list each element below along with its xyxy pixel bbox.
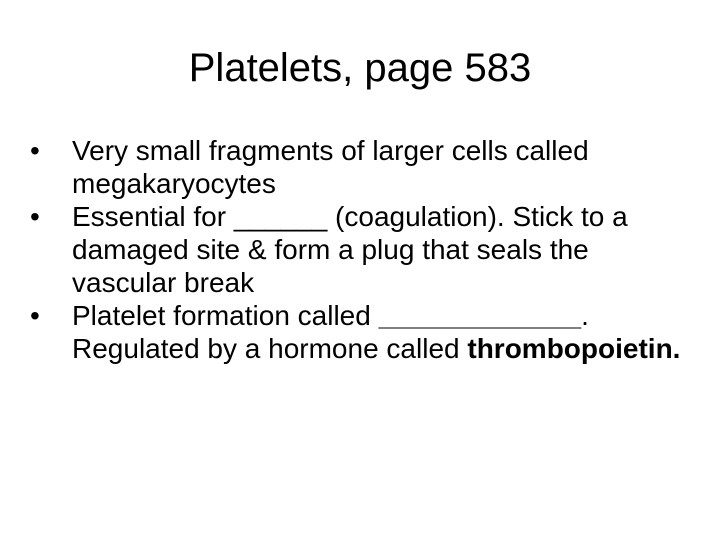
bullet-text-before-blank: Platelet formation called (72, 300, 379, 331)
bullet-item-platelet-formation (30, 299, 690, 365)
bullet-item-coagulation (30, 200, 690, 299)
slide-title: Platelets, page 583 (188, 46, 532, 90)
bullet-text: Very small fragments of larger cells called megakaryocytes (72, 135, 589, 199)
bullet-glyph: • (30, 201, 40, 232)
bullet-glyph: • (30, 300, 40, 331)
bullet-text: Essential for ______ (coagulation). Stick to a damaged site & form a plug that seals the vascular break (72, 201, 628, 298)
bullet-item-megakaryocytes (30, 134, 690, 200)
bullet-text-after-blank: . Regulated by a hormone called (72, 300, 589, 364)
bullet-list (30, 134, 690, 365)
bold-term-thrombopoietin: thrombopoietin. (467, 333, 681, 364)
bullet-glyph: • (30, 135, 40, 166)
fill-in-blank: _____________ (378, 300, 582, 331)
